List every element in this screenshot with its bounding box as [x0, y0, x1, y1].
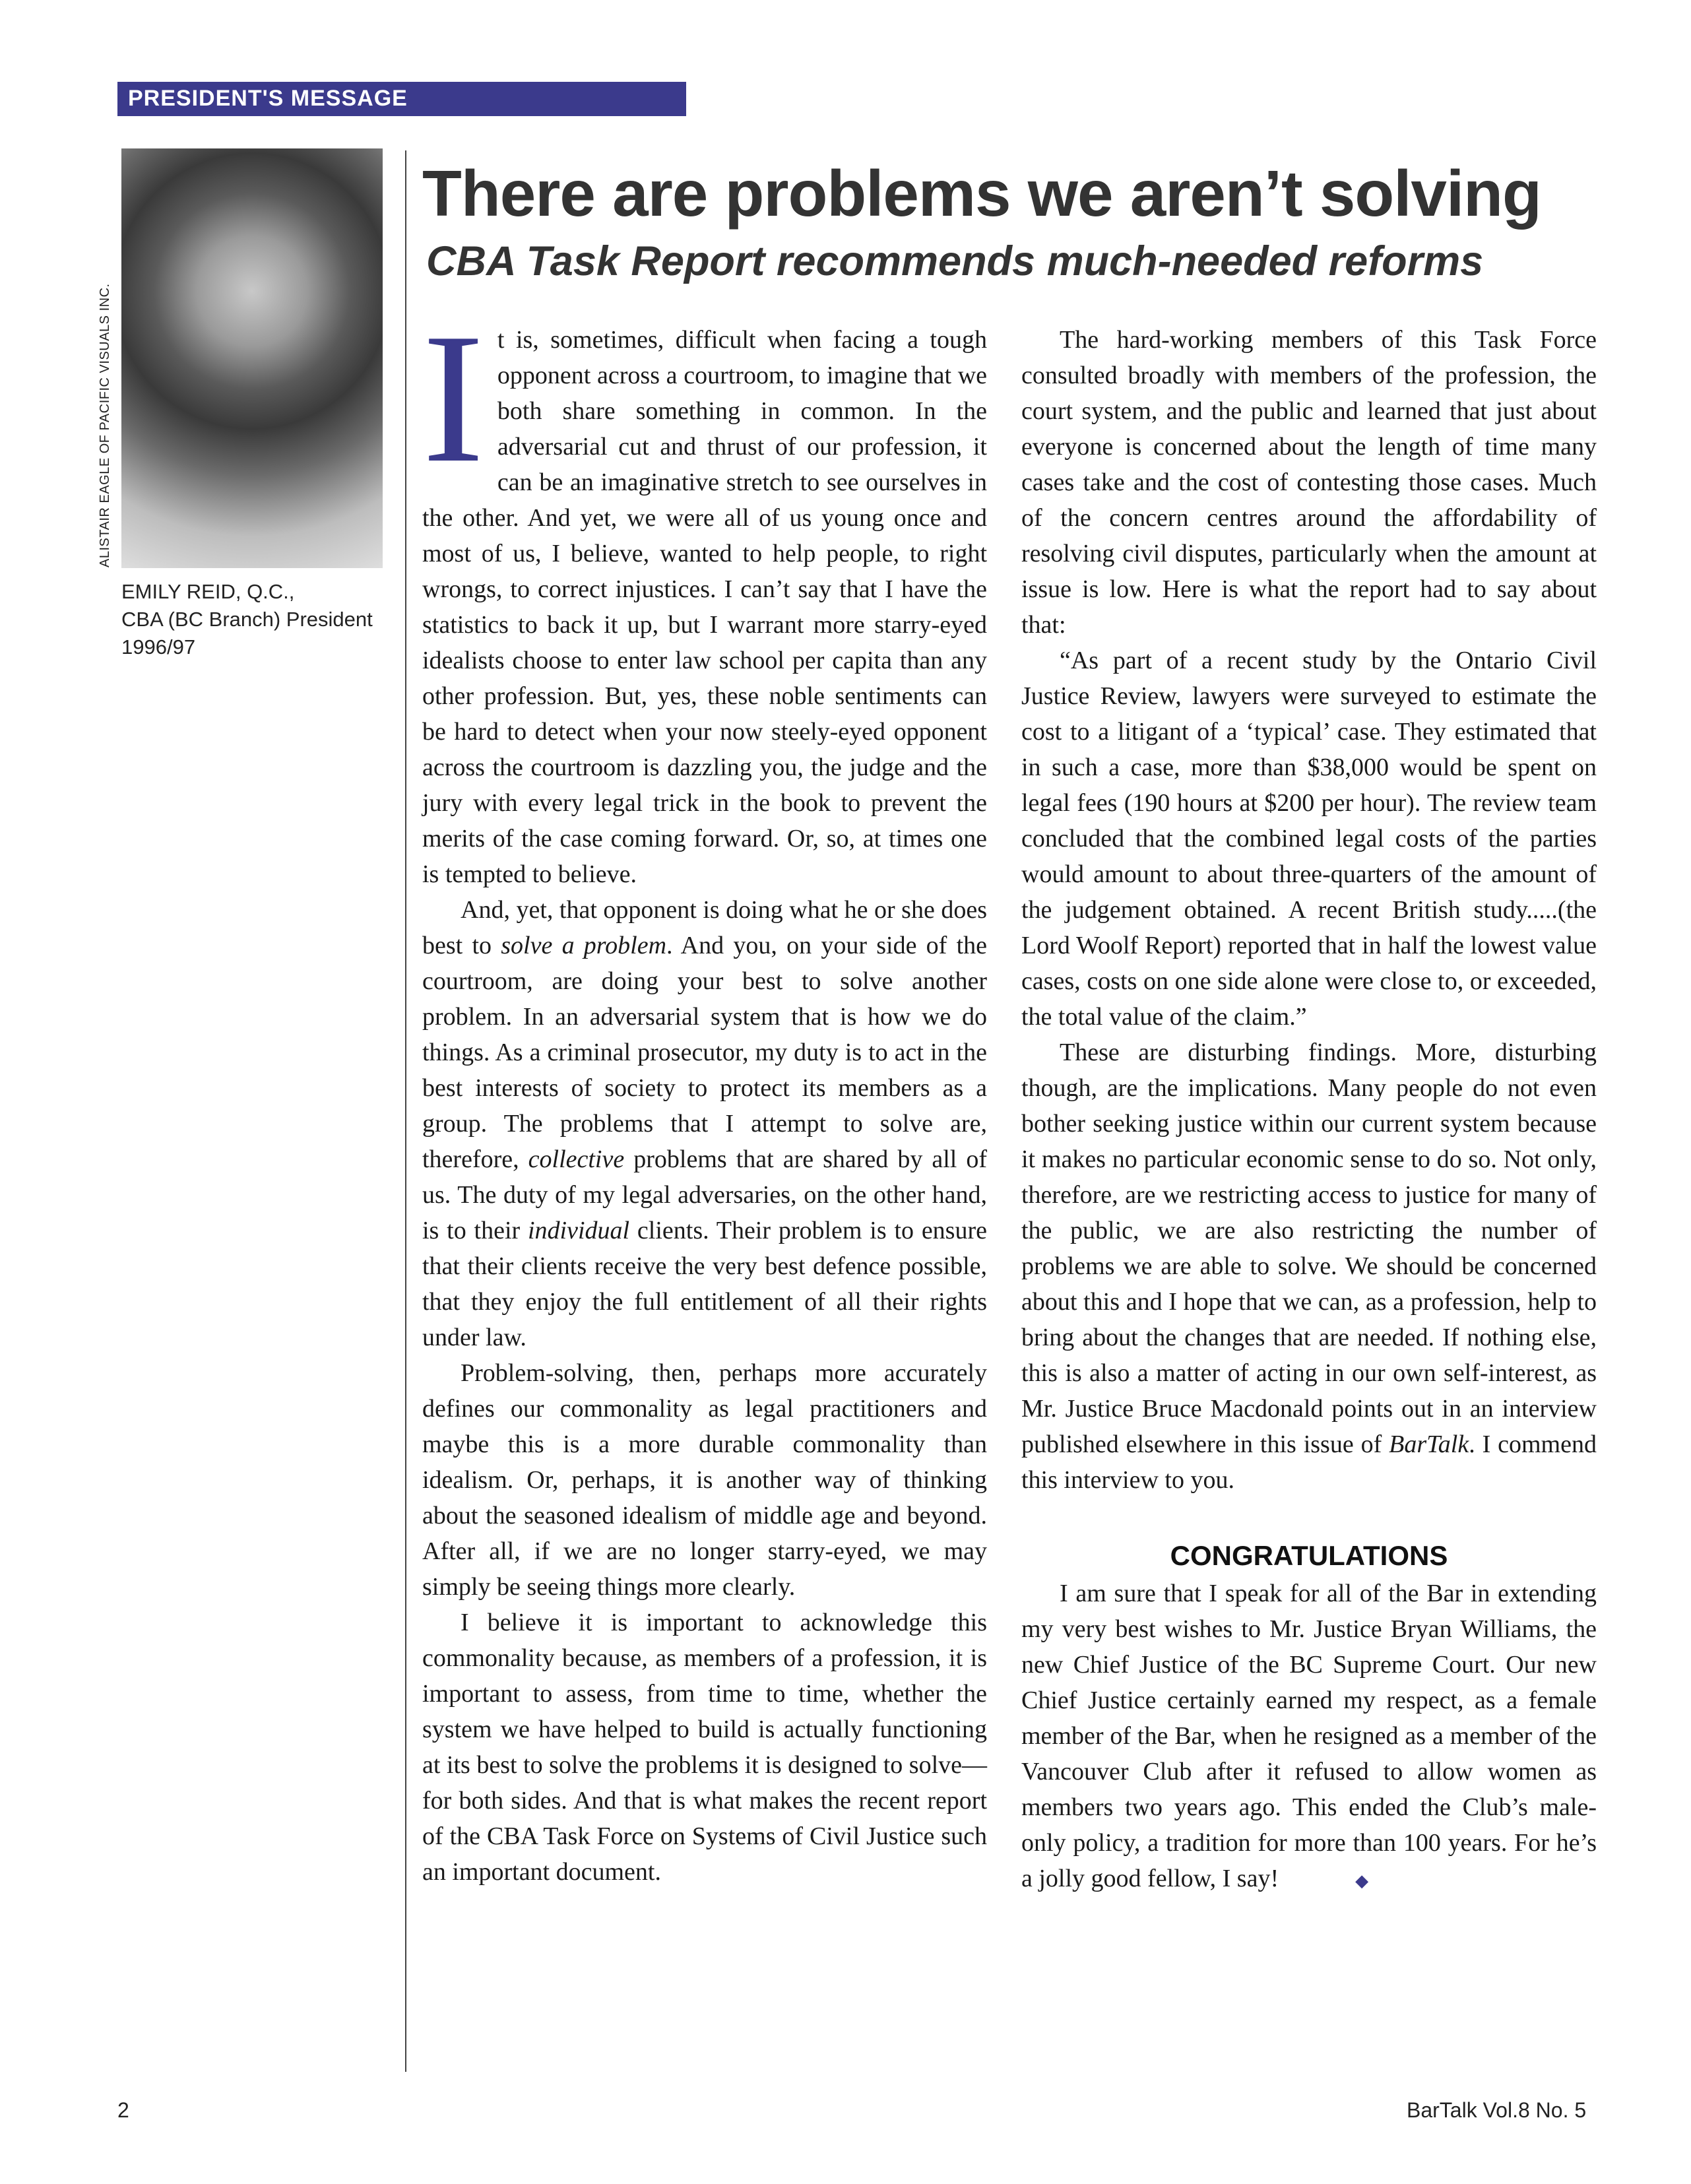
photo-caption: [121, 578, 399, 661]
column-divider: [405, 150, 406, 2072]
page-number: 2: [117, 2098, 129, 2122]
article-column-2: [1021, 322, 1597, 1899]
author-photo: [121, 148, 383, 568]
photo-credit: ALISTAIR EAGLE OF PACIFIC VISUALS INC.: [98, 283, 112, 567]
article-subhead: CBA Task Report recommends much-needed reforms: [426, 238, 1484, 284]
paragraph-3: Problem-solving, then, perhaps more accurately defines our commonality as legal practitioners and maybe this is a more durable commonality than idealism. Or, perhaps, it is another way of thinking about the seasoned idealism of middle age and beyond. After all, if we are no longer starry-eyed, we may simply be seeing things more clearly.: [422, 1359, 987, 1601]
end-mark-icon: ◆: [1355, 1871, 1369, 1890]
caption-role: CBA (BC Branch) President: [121, 608, 373, 631]
paragraph-5: The hard-working members of this Task Force consulted broadly with members of the profession, the court system, and the public and learned that just about everyone is concerned about the length of time many cases take and the cost of contesting those cases. Much of the concern centres around the affordability of resolving civil disputes, particularly when the amount at issue is low. Here is what the report had to say about that:: [1021, 326, 1597, 639]
section-label: PRESIDENT'S MESSAGE: [128, 86, 408, 111]
caption-name: EMILY REID, Q.C.,: [121, 580, 295, 603]
paragraph-4: I believe it is important to acknowledge this commonality because, as members of a profession, it is important to assess, from time to time, whether the system we have helped to build is actually functioning at its best to solve the problems it is designed to solve—for both sides. And that is what makes the recent report of the CBA Task Force on Systems of Civil Justice such an important document.: [422, 1609, 987, 1886]
article-headline: There are problems we aren’t solving: [422, 157, 1541, 230]
paragraph-6: These are disturbing findings. More, disturbing though, are the implications. Many people do not even bother seeking justice within our current system because it makes no particular economic sense to do so. Not only, therefore, are we restricting access to justice for many of the public, we are also restricting the number of problems we are able to solve. We should be concerned about this and I hope that we can, as a profession, help to bring about the changes that are needed. If nothing else, this is also a matter of acting in our own self-interest, as Mr. Justice Bruce Macdonald points out in an interview published elsewhere in this issue of BarTalk. I commend this interview to you.: [1021, 1039, 1597, 1494]
drop-cap: I: [422, 295, 484, 501]
publication-name: BarTalk Vol.8 No. 5: [1407, 2098, 1587, 2122]
quote-paragraph: “As part of a recent study by the Ontario Civil Justice Review, lawyers were surveyed to estimate the cost to a litigant of a ‘typical’ case. They estimated that in such a case, more than $38,000 would be spent on legal fees (190 hours at $200 per hour). The review team concluded that the combined legal costs of the parties would amount to about three-quarters of the amount of the judgement obtained. A recent British study.....(the Lord Woolf Report) reported that in half the lowest value cases, costs on one side alone were close to, or exceeded, the total value of the claim.”: [1021, 647, 1597, 1031]
congratulations-heading: CONGRATULATIONS: [1170, 1540, 1448, 1571]
paragraph-7: I am sure that I speak for all of the Bar in extending my very best wishes to Mr. Justice Bryan Williams, the new Chief Justice of the BC Supreme Court. Our new Chief Justice certainly earned my respect, as a female member of the Bar, when he resigned as a member of the Vancouver Club after it refused to allow women as members two years ago. This ended the Club’s male-only policy, a tradition for more than 100 years. For he’s a jolly good fellow, I say! ◆: [1021, 1576, 1597, 1899]
caption-term: 1996/97: [121, 635, 196, 658]
paragraph-1: It is, sometimes, difficult when facing a tough opponent across a courtroom, to imagine that we both share something in common. In the adversarial cut and thrust of our profession, it can be an imaginative stretch to see ourselves in the other. And yet, we were all of us young once and most of us, I believe, wanted to help people, to right wrongs, to correct injustices. I can’t say that I have the statistics to back it up, but I warrant more starry-eyed idealists choose to enter law school per capita than any other profession. But, yes, these noble sentiments can be hard to detect when your now steely-eyed opponent across the courtroom is dazzling you, the judge and the jury with every legal trick in the book to prevent the merits of the case coming forward. Or, so, at times one is tempted to believe.: [422, 295, 987, 888]
section-header-bar: [117, 82, 686, 116]
paragraph-2: And, yet, that opponent is doing what he or she does best to solve a problem. And you, on your side of the courtroom, are doing your best to solve another problem. In an adversarial system that is how we do things. As a criminal prosecutor, my duty is to act in the best interests of society to protect its members as a group. The problems that I attempt to solve are, therefore, collective problems that are shared by all of us. The duty of my legal adversaries, on the other hand, is to their individual clients. Their problem is to ensure that their clients receive the very best defence possible, that they enjoy the full entitlement of all their rights under law.: [422, 896, 987, 1351]
article-column-1: [422, 295, 987, 1890]
